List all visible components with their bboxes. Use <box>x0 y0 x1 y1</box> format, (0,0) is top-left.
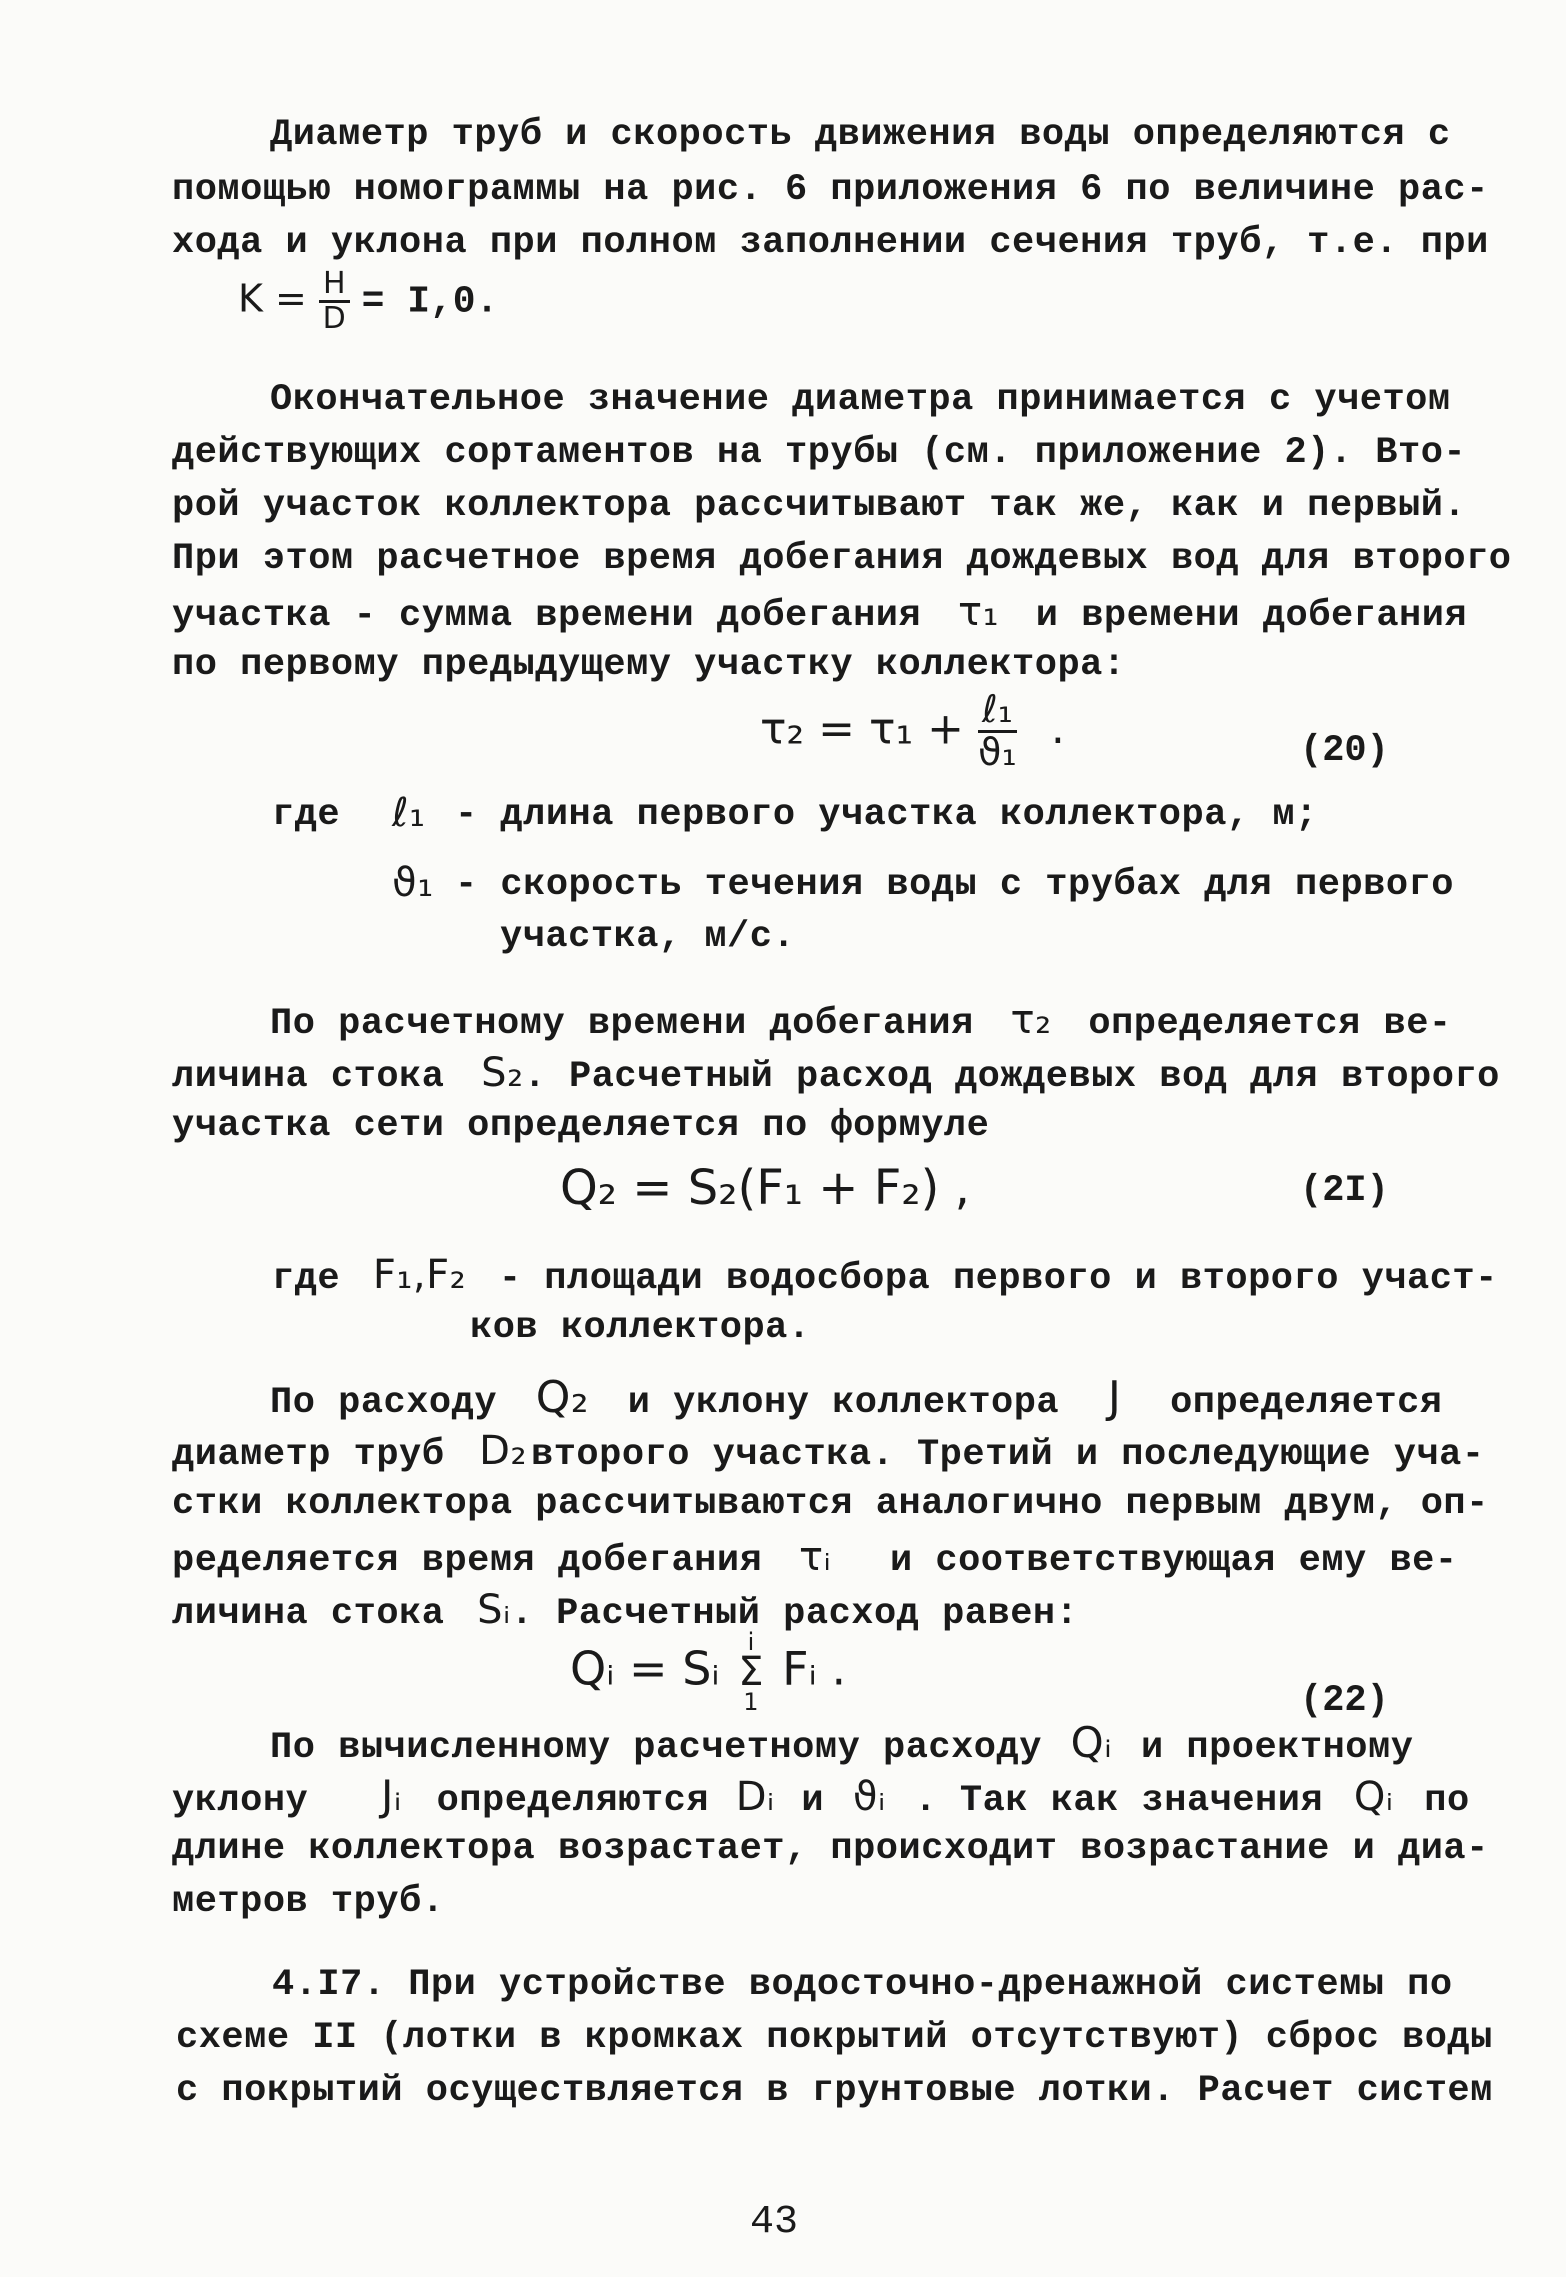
p5-l1-text-b: и проектному <box>1140 1727 1414 1769</box>
equation-22-number: (22) <box>1300 1680 1389 1722</box>
eq20-denominator: ϑ₁ <box>978 729 1017 774</box>
paragraph-2-line-4: При этом расчетное время добегания дождевых вод для второго <box>172 538 1512 580</box>
p5-l2-text-d: . Так как значения <box>914 1780 1324 1822</box>
p3-l1-text-b: определяется ве- <box>1088 1003 1452 1045</box>
eq20-fraction <box>978 687 1017 774</box>
where-21-line-2: ков коллектора. <box>470 1307 811 1349</box>
sigma-symbol: Σ <box>738 1649 764 1695</box>
eq20-lhs: τ₂ = τ₁ + <box>760 703 964 755</box>
p4-l2-text-a: диаметр труб <box>172 1434 445 1476</box>
paragraph-5-line-3: длине коллектора возрастает, происходит возрастание и диа- <box>172 1828 1489 1870</box>
equation-21-number: (2I) <box>1300 1170 1389 1212</box>
l1-symbol: ℓ₁ <box>392 790 426 836</box>
paragraph-2-line-6: по первому предыдущему участку коллектора: <box>172 644 1126 686</box>
k-formula-rhs: = I,0. <box>361 280 499 324</box>
p4-l5-text-a: личина стока <box>172 1593 445 1635</box>
di-symbol: Dᵢ <box>735 1774 775 1820</box>
where-21-line-1 <box>272 1250 1498 1304</box>
k-formula-lhs: K = <box>238 276 307 321</box>
p5-l2-text-c: и <box>801 1780 825 1822</box>
eq22-lhs: Qᵢ = Sᵢ <box>570 1641 720 1696</box>
equation-20 <box>760 687 1065 774</box>
paragraph-2-line-1: Окончательное значение диаметра принимается с учетом <box>270 379 1451 421</box>
p3-l1-text-a: По расчетному времени добегания <box>270 1003 974 1045</box>
k-formula-fraction <box>319 268 350 334</box>
paragraph-6-line-1: 4.I7. При устройстве водосточно-дренажной системы по <box>272 1964 1453 2006</box>
paragraph-4-line-3: стки коллектора рассчитываются аналогично первым двум, оп- <box>172 1483 1489 1525</box>
where-20-desc-1: - длина первого участка коллектора, м; <box>455 794 1318 836</box>
eq20-tail: . <box>1050 703 1065 755</box>
p4-l4-text-b: и соответствующая ему ве- <box>889 1540 1458 1582</box>
tau-i-symbol: τᵢ <box>799 1534 832 1580</box>
eq22-sum-upper: i <box>747 1628 755 1656</box>
where-21-label: где <box>272 1258 341 1300</box>
p5-l2-text-b: определяются <box>436 1780 710 1822</box>
where-20-desc-2b: участка, м/с. <box>500 916 796 958</box>
p2-l5-text-b: и времени добегания <box>1035 595 1468 637</box>
paragraph-1-line-2: помощью номограммы на рис. 6 приложения 6 по величине рас- <box>172 169 1489 211</box>
eq22-sum <box>738 1630 763 1714</box>
vi-symbol: ϑᵢ <box>852 1774 886 1820</box>
qi-symbol-2: Qᵢ <box>1353 1774 1394 1820</box>
d2-symbol: D₂ <box>479 1428 528 1474</box>
paragraph-5-line-1 <box>270 1718 1413 1773</box>
k-formula <box>238 268 498 334</box>
s2-symbol: S₂ <box>481 1050 524 1096</box>
tau-1-symbol: τ₁ <box>957 589 1000 635</box>
tau-2-symbol: τ₂ <box>1010 997 1052 1043</box>
paragraph-5-line-4: метров труб. <box>172 1881 445 1923</box>
where-20-label: где <box>272 794 341 836</box>
equation-20-number: (20) <box>1300 730 1389 772</box>
page-number: 43 <box>750 2200 799 2245</box>
qi-symbol: Qᵢ <box>1070 1718 1113 1767</box>
eq22-sum-lower: 1 <box>743 1688 759 1716</box>
p5-l2-text-a: уклону <box>172 1780 309 1822</box>
paragraph-2-line-2: действующих сортаментов на трубы (см. приложение 2). Вто- <box>172 432 1467 474</box>
p4-l1-text-a: По расходу <box>270 1382 498 1424</box>
paragraph-4-line-1 <box>270 1373 1443 1428</box>
eq20-numerator: ℓ₁ <box>978 690 1017 733</box>
f1-f2-symbol: F₁,F₂ <box>372 1252 467 1298</box>
p3-l2-text-b: . Расчетный расход дождевых вод для второго <box>523 1056 1500 1098</box>
p4-l1-text-c: определяется <box>1170 1382 1443 1424</box>
p3-l2-text-a: личина стока <box>172 1056 445 1098</box>
paragraph-6-line-3: с покрытий осуществляется в грунтовые лотки. Расчет систем <box>176 2070 1493 2112</box>
paragraph-4-line-4 <box>172 1532 1458 1586</box>
k-formula-numerator: H <box>319 268 350 303</box>
j-symbol: J <box>1107 1372 1122 1423</box>
p5-l2-text-e: по <box>1424 1780 1470 1822</box>
v1-symbol: ϑ₁ <box>392 860 434 906</box>
paragraph-3-line-3: участка сети определяется по формуле <box>172 1105 990 1147</box>
p5-l1-text-a: По вычисленному расчетному расходу <box>270 1727 1042 1769</box>
equation-21: Q₂ = S₂(F₁ + F₂) , <box>560 1160 970 1216</box>
paragraph-1-line-3: хода и уклона при полном заполнении сечения труб, т.е. при <box>172 222 1489 264</box>
where-20-desc-2: - скорость течения воды с трубах для первого <box>455 864 1454 906</box>
ji-symbol: Jᵢ <box>380 1771 402 1820</box>
paragraph-3-line-2 <box>172 1048 1500 1102</box>
p4-l2-text-b: второго участка. Третий и последующие уча- <box>531 1434 1485 1476</box>
p4-l1-text-b: и уклону коллектора <box>627 1382 1060 1424</box>
paragraph-4-line-2 <box>172 1426 1485 1480</box>
equation-22 <box>570 1630 846 1714</box>
p2-l5-text-a: участка - сумма времени добегания <box>172 595 922 637</box>
paragraph-6-line-2: схеме II (лотки в кромках покрытий отсутствуют) сброс воды <box>176 2017 1493 2059</box>
eq22-rhs: Fᵢ . <box>782 1641 847 1696</box>
paragraph-1-line-1: Диаметр труб и скорость движения воды определяются с <box>270 114 1451 156</box>
p4-l5-text-b: . Расчетный расход равен: <box>510 1593 1079 1635</box>
paragraph-2-line-3: рой участок коллектора рассчитывают так же, как и первый. <box>172 485 1467 527</box>
paragraph-5-line-2 <box>172 1771 1470 1826</box>
paragraph-2-line-5 <box>172 587 1467 641</box>
where-21-text: - площади водосбора первого и второго участ- <box>498 1258 1498 1300</box>
si-symbol: Sᵢ <box>477 1587 511 1633</box>
paragraph-3-line-1 <box>270 995 1452 1049</box>
p4-l4-text-a: ределяется время добегания <box>172 1540 763 1582</box>
k-formula-denominator: D <box>322 300 346 336</box>
q2-symbol: Q₂ <box>535 1372 590 1423</box>
